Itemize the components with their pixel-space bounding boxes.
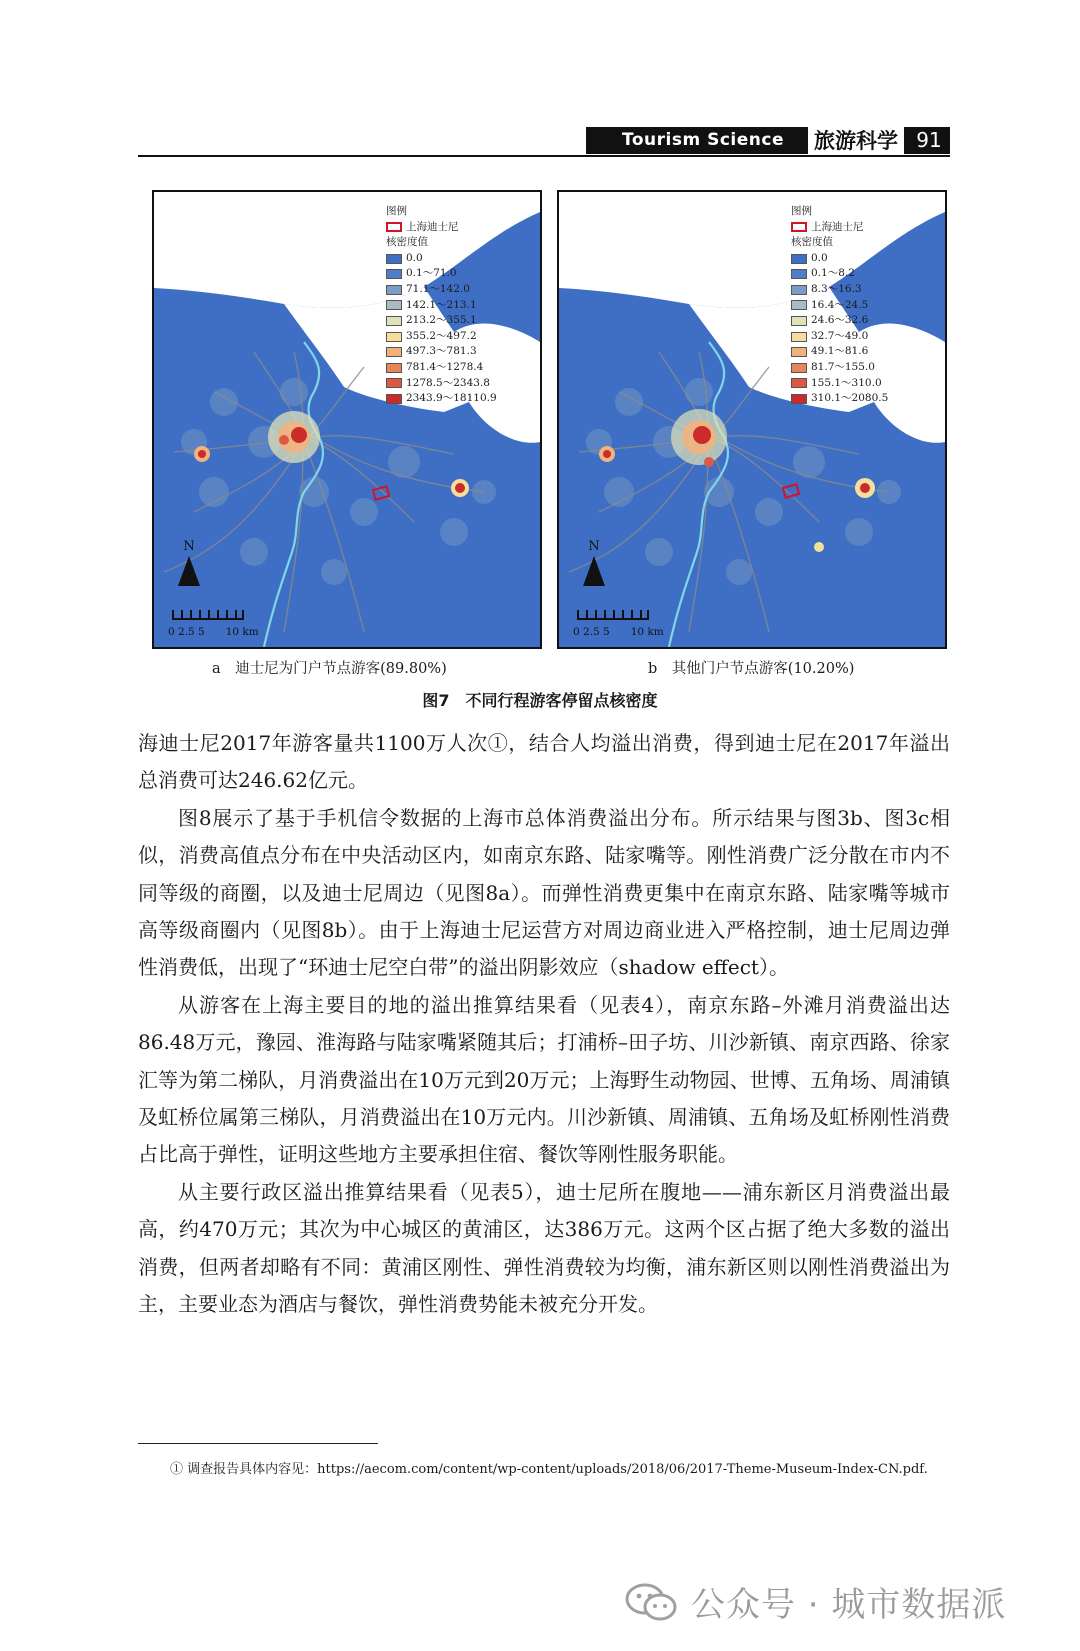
paragraph: 图8展示了基于手机信令数据的上海市总体消费溢出分布。所示结果与图3b、图3c相似，消费高值点分布在中央活动区内，如南京东路、陆家嘴等。刚性消费广泛分散在市内不同等级的商圈，以及迪士尼周边（见图8a）。而弹性消费更集中在南京东路、陆家嘴等城市高等级商圈内（见图8b）。由于上海迪士尼运营方对周边商业进入严格控制，迪士尼周边弹性消费低，出现了“环迪士尼空白带”的溢出阴影效应（shadow effect）。 [138,805,950,980]
legend-class-label: 8.3～16.3 [811,282,862,295]
legend-class-row [386,360,497,376]
paragraph: 海迪士尼2017年游客量共1100万人次①，结合人均溢出消费，得到迪士尼在2017年溢出总消费可达246.62亿元。 [138,731,950,793]
legend-class-label: 155.1～310.0 [811,376,882,389]
legend-class-row [386,344,497,360]
legend-swatch [386,332,402,342]
paragraph: 从主要行政区溢出推算结果看（见表5），迪士尼所在腹地——浦东新区月消费溢出最高，约470万元；其次为中心城区的黄浦区，达386万元。这两个区占据了绝大多数的溢出消费，但两者却略有不同：黄浦区刚性、弹性消费较为均衡，浦东新区则以刚性消费溢出为主，主要业态为酒店与餐饮，弹性消费势能未被充分开发。 [138,1179,950,1317]
footnote-text: 调查报告具体内容见：https://aecom.com/content/wp-content/uploads/2018/06/2017-Theme-Museum-Index-CN.pdf. [187,1462,928,1477]
page-number: 91 [908,127,950,154]
north-arrow-icon [583,556,605,586]
legend-swatch [386,285,402,295]
legend-class-label: 71.1～142.0 [406,282,470,295]
legend-swatch [791,394,807,404]
legend-class-label: 16.4～24.5 [811,298,869,311]
legend-swatch [386,269,402,279]
legend-class-label: 310.1～2080.5 [811,392,889,405]
legend-class-row [386,313,497,329]
journal-name-en: Tourism Science [622,130,784,150]
legend-class-label: 32.7～49.0 [811,329,869,342]
scale-label: 0 2.5 5 10 km [573,626,664,638]
legend-class-row [386,282,497,298]
legend-disney-row [791,220,888,236]
legend-class-row [386,391,497,407]
scale-label: 0 2.5 5 10 km [168,626,259,638]
legend-title: 图例 [791,205,812,217]
footnote-rule [138,1443,378,1444]
legend-class-label: 0.1～8.2 [811,267,855,280]
legend-swatch [386,316,402,326]
legend-class-row [386,266,497,282]
legend-class-label: 24.6～32.6 [811,314,869,327]
legend-class-row [791,344,888,360]
legend-class-label: 1278.5～2343.8 [406,376,490,389]
paragraph: 从游客在上海主要目的地的溢出推算结果看（见表4），南京东路–外滩月消费溢出达86.48万元，豫园、淮海路与陆家嘴紧随其后；打浦桥–田子坊、川沙新镇、南京西路、徐家汇等为第二梯队，月消费溢出在10万元到20万元；上海野生动物园、世博、五角场、周浦镇及虹桥位属第三梯队，月消费溢出在10万元内。川沙新镇、周浦镇、五角场及虹桥刚性消费占比高于弹性，证明这些地方主要承担住宿、餐饮等刚性服务职能。 [138,992,950,1167]
figure-caption: 图7 不同行程游客停留点核密度 [422,691,658,710]
legend-class-row [791,360,888,376]
legend-density-title: 核密度值 [386,236,428,249]
legend-swatch [791,378,807,388]
subcaption-a: a 迪士尼为门户节点游客(89.80%) [212,661,447,677]
legend-swatch [791,285,807,295]
legend-class-label: 355.2～497.2 [406,329,477,342]
legend-title: 图例 [386,205,407,217]
north-arrow [174,540,204,586]
legend-swatch [791,363,807,373]
legend-class-row [386,251,497,267]
legend-class-label: 142.1～213.1 [406,298,477,311]
legend-class-row [791,251,888,267]
north-label: N [183,539,195,554]
wechat-icon [625,1582,677,1622]
footnote-mark: ① [170,1462,184,1477]
subcaption-b: b 其他门户节点游客(10.20%) [648,661,855,677]
watermark-text: 公众号 · 城市数据派 [691,1585,1007,1625]
legend-disney-label: 上海迪士尼 [406,220,459,233]
legend-class-label: 497.3～781.3 [406,345,477,358]
kernel-density-map-a [152,190,542,649]
legend-class-row [791,376,888,392]
legend-disney-label: 上海迪士尼 [811,220,864,233]
legend-swatch [386,300,402,310]
legend-class-row [791,313,888,329]
kernel-density-map-b [557,190,947,649]
scale-bar [577,610,649,620]
legend-swatch [386,378,402,388]
scale-bar [172,610,244,620]
legend-density-title: 核密度值 [791,236,833,249]
legend-swatch [791,300,807,310]
legend-swatch [791,269,807,279]
north-label: N [588,539,600,554]
legend-swatch [386,394,402,404]
disney-outline-swatch [791,222,807,232]
north-arrow [579,540,609,586]
legend-class-row [791,282,888,298]
north-arrow-icon [178,556,200,586]
legend-swatch [791,254,807,264]
legend-disney-row [386,220,497,236]
legend-swatch [386,363,402,373]
legend-class-row [386,298,497,314]
watermark [625,1577,1006,1626]
legend-class-label: 213.2～355.1 [406,314,477,327]
legend-class-row [791,329,888,345]
legend-class-label: 49.1～81.6 [811,345,869,358]
legend-swatch [791,316,807,326]
legend-swatch [386,254,402,264]
legend-class-label: 2343.9～18110.9 [406,392,497,405]
body-text [138,725,950,1324]
journal-name-cn: 旅游科学 [808,127,904,154]
legend-swatch [791,347,807,357]
legend-swatch [386,347,402,357]
legend-class-label: 0.0 [406,251,423,264]
legend-class-row [791,298,888,314]
legend-class-label: 81.7～155.0 [811,360,875,373]
map-a-legend [386,204,497,407]
header-rule [138,155,950,157]
running-header [138,127,950,157]
footnote [138,1455,950,1484]
legend-class-row [386,376,497,392]
legend-class-row [386,329,497,345]
legend-swatch [791,332,807,342]
legend-class-label: 0.1～71.0 [406,267,457,280]
legend-class-label: 0.0 [811,251,828,264]
disney-outline-swatch [386,222,402,232]
legend-class-row [791,266,888,282]
map-b-legend [791,204,888,407]
legend-class-row [791,391,888,407]
legend-class-label: 781.4～1278.4 [406,360,484,373]
